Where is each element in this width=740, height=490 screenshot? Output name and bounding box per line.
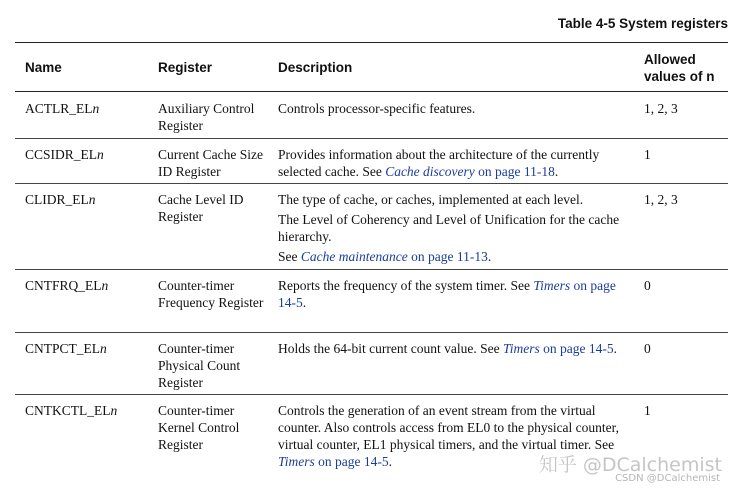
description-text: Controls processor-specific features. <box>278 101 476 116</box>
register-full-name: Counter-timer Frequency Register <box>158 278 264 310</box>
description-paragraph <box>278 191 628 208</box>
cross-reference-title: Cache discovery <box>385 164 475 179</box>
cross-reference-page: on page 14-5 <box>539 341 614 356</box>
register-name-suffix: n <box>101 278 109 293</box>
allowed-values: 0 <box>644 341 651 356</box>
description-paragraph <box>278 146 628 180</box>
description-period: . <box>613 341 617 356</box>
header-allowed-values <box>644 51 715 85</box>
cross-reference-title: Timers <box>278 454 315 469</box>
cross-reference-link[interactable] <box>503 341 614 356</box>
cross-reference-page: on page 11-18 <box>474 164 555 179</box>
register-full-name: Cache Level ID Register <box>158 192 244 224</box>
watermark-zhihu: 知乎 @DCalchemist <box>538 454 722 476</box>
description-period: . <box>388 454 392 469</box>
watermark-csdn: CSDN @DCalchemist <box>615 473 720 484</box>
description-paragraph <box>278 277 628 311</box>
description-paragraph <box>278 248 628 265</box>
description-period: . <box>554 164 559 179</box>
register-name-prefix: CNTKCTL_EL <box>25 403 111 418</box>
description-text: See <box>278 249 301 264</box>
register-description <box>278 100 628 117</box>
cross-reference-title: Timers <box>533 278 571 293</box>
description-paragraph <box>278 211 628 245</box>
cross-reference-link[interactable] <box>301 249 488 264</box>
cross-reference-link[interactable] <box>278 454 389 469</box>
register-name-suffix: n <box>110 403 118 418</box>
allowed-values: 1 <box>644 403 651 418</box>
register-name-prefix: CNTPCT_EL <box>25 341 101 356</box>
register-full-name: Auxiliary Control Register <box>158 101 255 133</box>
register-name-suffix: n <box>88 192 96 207</box>
description-text: Controls the generation of an event stream from the virtual counter. Also controls access from EL0 to the physical counter, virtual counter, EL1 physical timers, and the virtual timer. See <box>278 403 619 452</box>
description-text: The type of cache, or caches, implemented at each level. <box>278 192 584 207</box>
allowed-values: 1, 2, 3 <box>644 101 678 116</box>
description-period: . <box>487 249 492 264</box>
register-name <box>25 146 104 163</box>
cross-reference-link[interactable] <box>385 164 555 179</box>
table-top-rule <box>15 42 728 43</box>
register-name <box>25 402 117 419</box>
register-name-prefix: CNTFRQ_EL <box>25 278 102 293</box>
table-caption: Table 4-5 System registers <box>557 16 728 31</box>
description-period: . <box>302 295 307 310</box>
register-name-suffix: n <box>97 147 104 162</box>
header-allowed-line1: Allowed <box>644 52 696 67</box>
cross-reference-page: on page 14-5 <box>314 454 389 469</box>
header-name: Name <box>25 60 62 75</box>
header-rule <box>15 91 728 92</box>
register-name <box>25 100 99 117</box>
register-description <box>278 340 628 357</box>
row-separator <box>15 269 728 270</box>
register-name-suffix: n <box>100 341 107 356</box>
allowed-values: 0 <box>644 278 651 293</box>
cross-reference-page: on page 14-5 <box>278 278 616 310</box>
row-separator <box>15 394 728 395</box>
row-separator <box>15 332 728 333</box>
register-name-suffix: n <box>92 101 100 116</box>
cross-reference-title: Cache maintenance <box>300 249 408 264</box>
description-text: The Level of Coherency and Level of Unification for the cache hierarchy. <box>278 212 620 244</box>
register-full-name: Counter-timer Kernel Control Register <box>158 403 240 452</box>
row-separator <box>15 138 728 139</box>
description-paragraph <box>278 340 628 357</box>
row-separator <box>15 183 728 184</box>
register-name-prefix: CLIDR_EL <box>25 192 89 207</box>
register-name-prefix: ACTLR_EL <box>25 101 93 116</box>
allowed-values: 1, 2, 3 <box>644 192 678 207</box>
register-description <box>278 277 628 311</box>
cross-reference-page: on page 11-13 <box>407 249 488 264</box>
register-description <box>278 146 628 180</box>
cross-reference-title: Timers <box>502 341 540 356</box>
allowed-values: 1 <box>644 147 651 162</box>
register-description <box>278 191 628 265</box>
description-text: Provides information about the architecture of the currently selected cache. See <box>278 147 600 179</box>
register-name-prefix: CCSIDR_EL <box>25 147 98 162</box>
register-full-name: Counter-timer Physical Count Register <box>158 341 241 390</box>
header-description: Description <box>278 60 353 75</box>
header-register: Register <box>158 60 213 75</box>
header-allowed-line2: values of n <box>644 69 715 84</box>
register-full-name: Current Cache Size ID Register <box>158 147 263 179</box>
register-name <box>25 191 96 208</box>
register-name <box>25 277 108 294</box>
register-name <box>25 340 107 357</box>
description-text: Reports the frequency of the system timer. See <box>278 278 534 293</box>
description-text: Holds the 64-bit current count value. See <box>278 341 503 356</box>
description-paragraph <box>278 100 628 117</box>
